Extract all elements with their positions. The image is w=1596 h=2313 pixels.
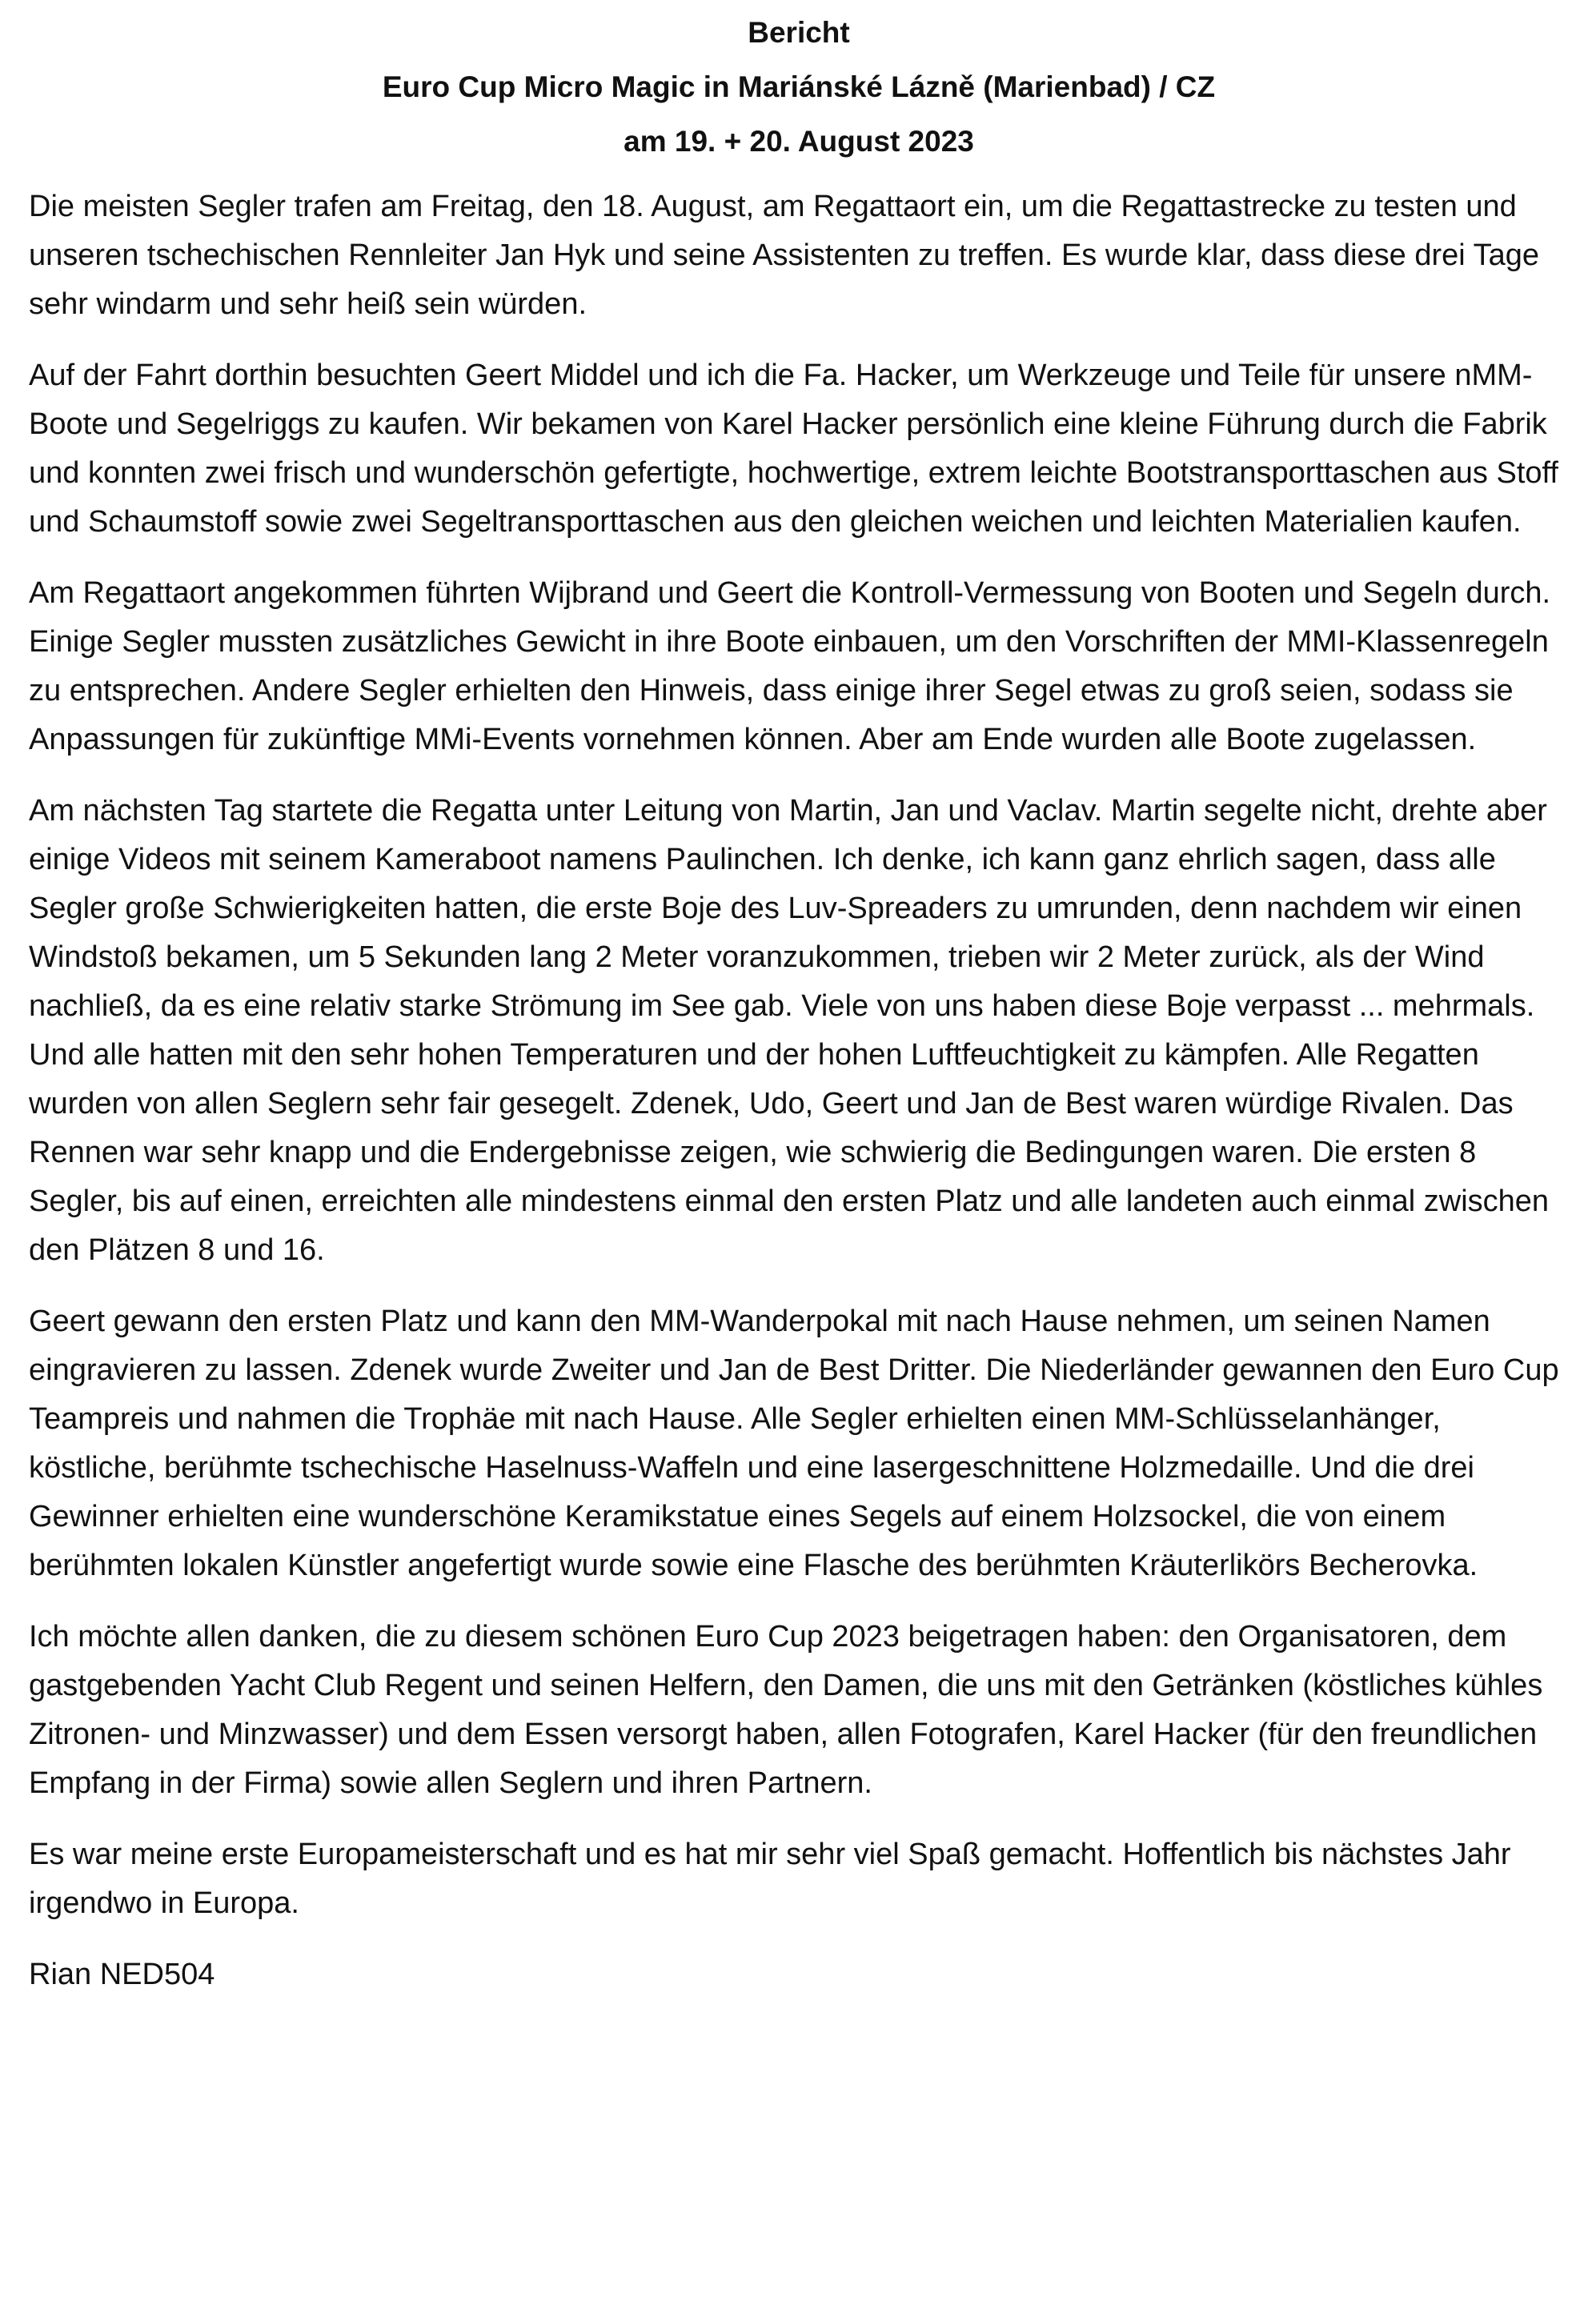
paragraph-thanks: Ich möchte allen danken, die zu diesem schönen Euro Cup 2023 beigetragen haben: den Organisatoren, dem gastgebenden Yacht Club Regent und seinen Helfern, den Damen, die uns mit den Getränken (köstliches kühles Zitronen- und Minzwasser) und dem Essen versorgt haben, allen Fotografen, Karel Hacker (für den freundlichen Empfang in der Firma) sowie allen Seglern und ihren Partnern.: [29, 1620, 1543, 1800]
document-page: [29, 11, 1569, 1999]
document-subtitle: Euro Cup Micro Magic in Mariánské Lázně (Marienbad) / CZ: [382, 70, 1216, 103]
paragraph-arrival: Die meisten Segler trafen am Freitag, den 18. August, am Regattaort ein, um die Regattastrecke zu testen und unseren tschechischen Rennleiter Jan Hyk und seine Assistenten zu treffen. Es wurde klar, dass diese drei Tage sehr windarm und sehr heiß sein würden.: [29, 190, 1540, 321]
paragraph-results: Geert gewann den ersten Platz und kann den MM-Wanderpokal mit nach Hause nehmen, um seinen Namen eingravieren zu lassen. Zdenek wurde Zweiter und Jan de Best Dritter. Die Niederländer gewannen den Euro Cup Teampreis und nahmen die Trophäe mit nach Hause. Alle Segler erhielten einen MM-Schlüsselanhänger, köstliche, berühmte tschechische Haselnuss-Waffeln und eine lasergeschnittene Holzmedaille. Und die drei Gewinner erhielten eine wunderschöne Keramikstatue eines Segels auf einem Holzsockel, die von einem berühmten lokalen Künstler angefertigt wurde sowie eine Flasche des berühmten Kräuterlikörs Becherovka.: [29, 1305, 1559, 1582]
document-title: Bericht: [748, 16, 850, 49]
signature: Rian NED504: [29, 1958, 215, 1991]
paragraph-visit-hacker: Auf der Fahrt dorthin besuchten Geert Middel und ich die Fa. Hacker, um Werkzeuge und Teile für unsere nMM-Boote und Segelriggs zu kaufen. Wir bekamen von Karel Hacker persönlich eine kleine Führung durch die Fabrik und konnten zwei frisch und wunderschön gefertigte, hochwertige, extrem leichte Bootstransporttaschen aus Stoff und Schaumstoff sowie zwei Segeltransporttaschen aus den gleichen weichen und leichten Materialien kaufen.: [29, 359, 1558, 539]
paragraph-racing: Am nächsten Tag startete die Regatta unter Leitung von Martin, Jan und Vaclav. Martin segelte nicht, drehte aber einige Videos mit seinem Kameraboot namens Paulinchen. Ich denke, ich kann ganz ehrlich sagen, dass alle Segler große Schwierigkeiten hatten, die erste Boje des Luv-Spreaders zu umrunden, denn nachdem wir einen Windstoß bekamen, um 5 Sekunden lang 2 Meter voranzukommen, trieben wir 2 Meter zurück, als der Wind nachließ, da es eine relativ starke Strömung im See gab. Viele von uns haben diese Boje verpasst ... mehrmals. Und alle hatten mit den sehr hohen Temperaturen und der hohen Luftfeuchtigkeit zu kämpfen. Alle Regatten wurden von allen Seglern sehr fair gesegelt. Zdenek, Udo, Geert und Jan de Best waren würdige Rivalen. Das Rennen war sehr knapp und die Endergebnisse zeigen, wie schwierig die Bedingungen waren. Die ersten 8 Segler, bis auf einen, erreichten alle mindestens einmal den ersten Platz und alle landeten auch einmal zwischen den Plätzen 8 und 16.: [29, 794, 1550, 1267]
paragraph-closing: Es war meine erste Europameisterschaft und es hat mir sehr viel Spaß gemacht. Hoffentlich bis nächstes Jahr irgendwo in Europa.: [29, 1838, 1511, 1920]
paragraph-measurement: Am Regattaort angekommen führten Wijbrand und Geert die Kontroll-Vermessung von Booten und Segeln durch. Einige Segler mussten zusätzliches Gewicht in ihre Boote einbauen, um den Vorschriften der MMI-Klassenregeln zu entsprechen. Andere Segler erhielten den Hinweis, dass einige ihrer Segel etwas zu groß seien, sodass sie Anpassungen für zukünftige MMi-Events vornehmen können. Aber am Ende wurden alle Boote zugelassen.: [29, 576, 1551, 756]
document-date: am 19. + 20. August 2023: [624, 125, 974, 158]
